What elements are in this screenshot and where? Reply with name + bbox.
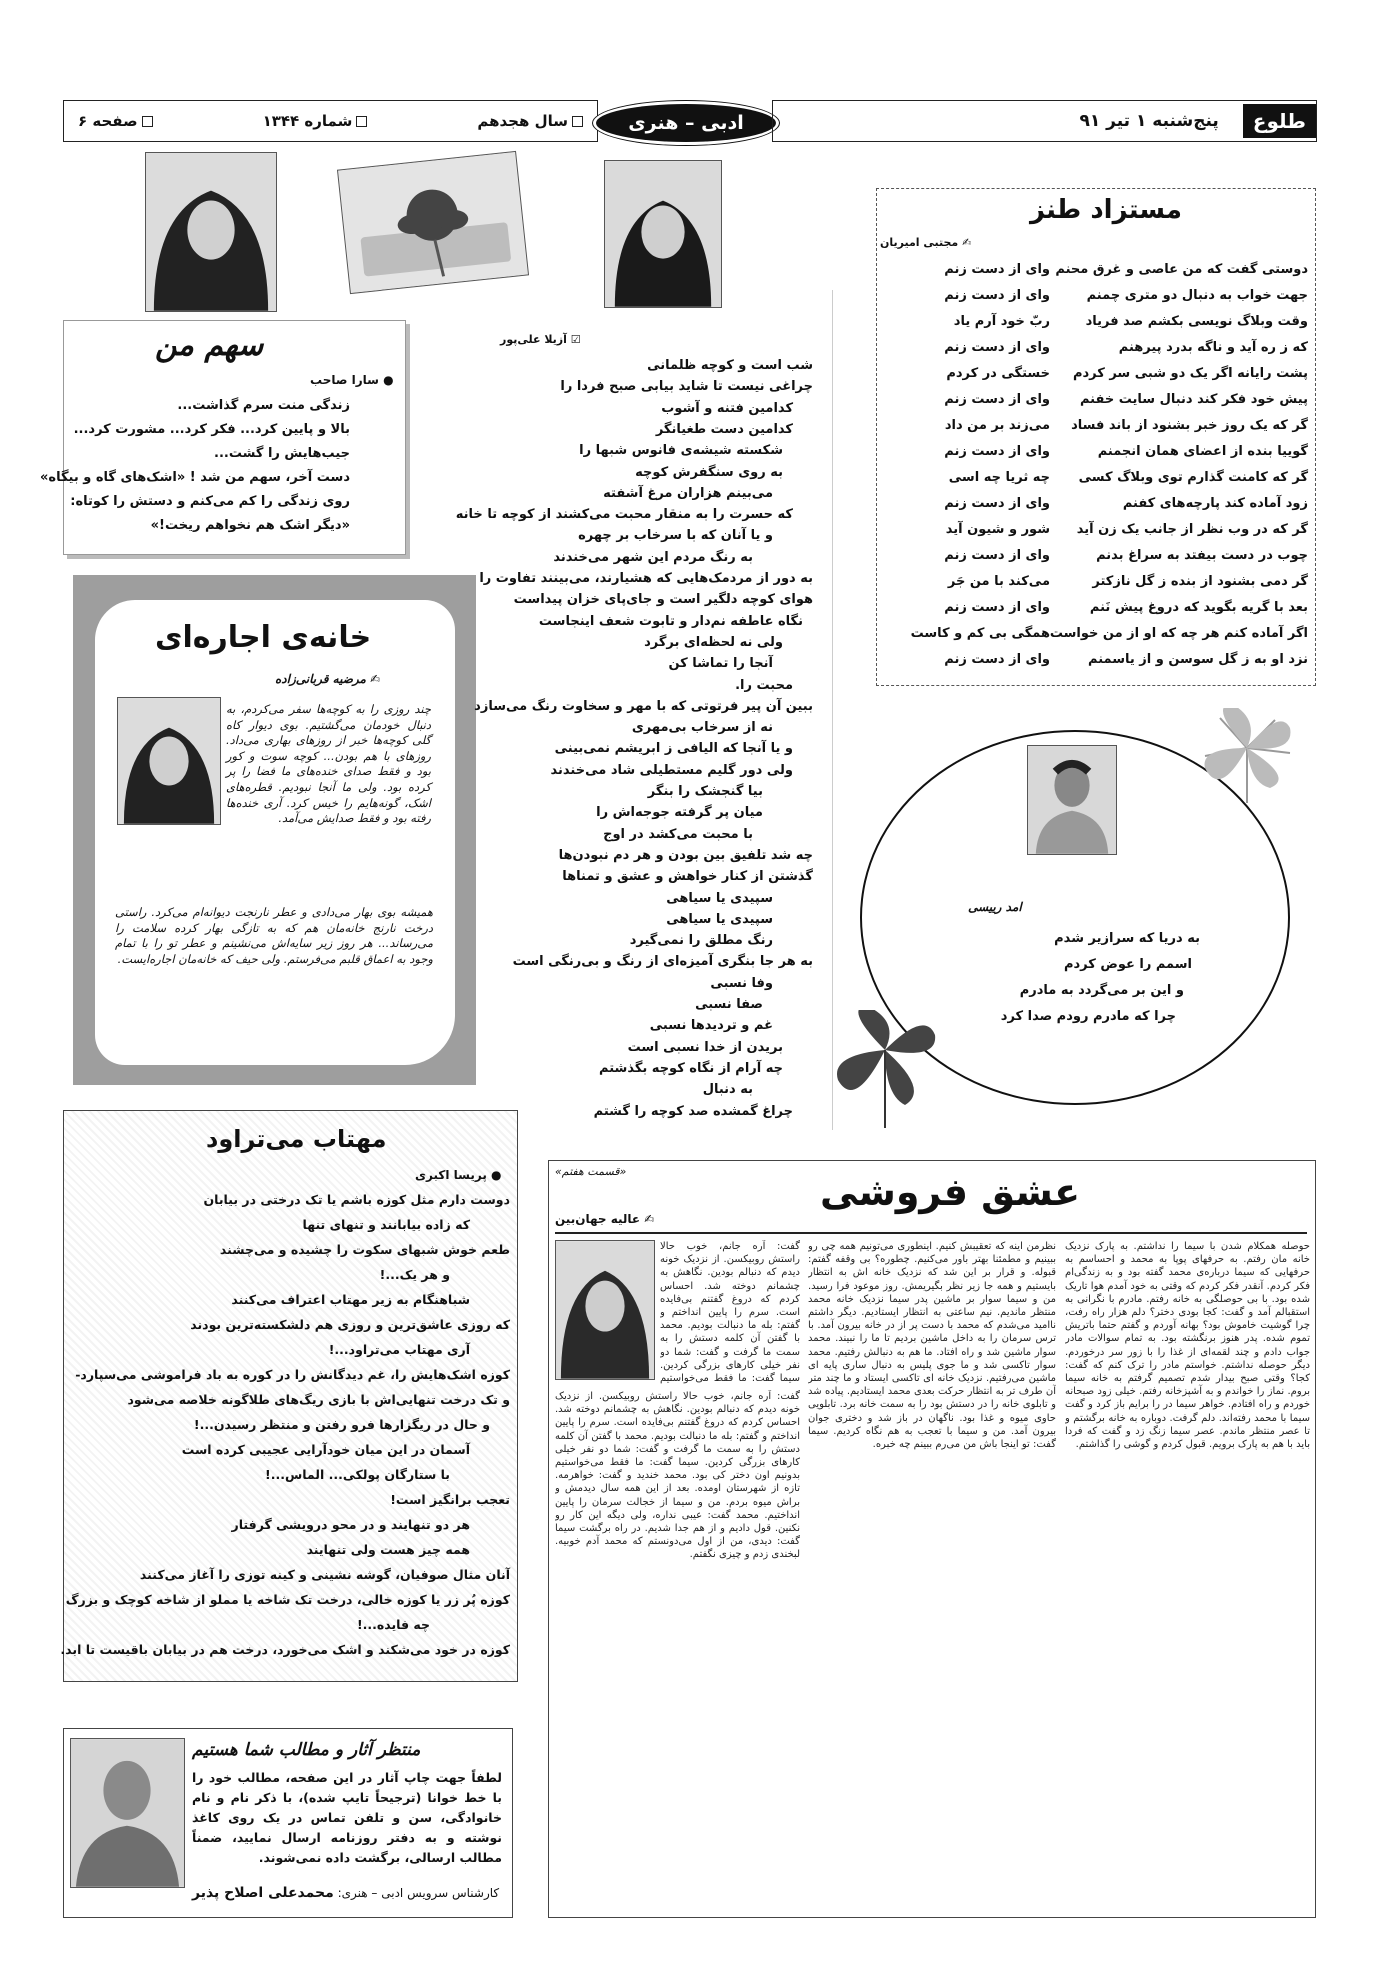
story-rule xyxy=(555,1232,1307,1234)
rose-image xyxy=(337,151,529,294)
center-poem-line: بیا گنجشک را بنگر xyxy=(647,784,763,799)
oval-line: و این بر می‌گردد به مادرم xyxy=(1019,983,1184,998)
satire-line-a: چوب در دست بیفتد به سراغ بدنم xyxy=(1096,548,1308,563)
mahtab-line: دوست دارم مثل کوزه باشم یا تک درختی در بیابان xyxy=(203,1192,510,1207)
sahm-line: زندگی منت سرم گذاشت... xyxy=(177,398,350,413)
bullet-icon: ● xyxy=(486,1168,502,1182)
portrait-icon xyxy=(1028,746,1116,854)
notice-sign-name: محمدعلی اصلاح پذیر xyxy=(192,1885,334,1901)
center-poem-line: شب است و کوچه ظلمانی xyxy=(647,358,813,373)
sahm-title: سهم من xyxy=(155,328,264,363)
sahm-line: دست آخر، سهم من شد ! «اشک‌های گاه و بیگاه» xyxy=(40,470,350,485)
poet-photo-center xyxy=(604,160,722,308)
satire-line-a: گوییا بنده از اعضای همان انجمنم xyxy=(1097,444,1308,459)
satire-line-a: گر که کامنت گذارم توی وبلاگ کسی xyxy=(1078,470,1308,485)
poet-photo-left xyxy=(145,152,277,312)
mahtab-line: که زاده بیابانند و تنهای تنها xyxy=(302,1217,470,1232)
leaf-icon xyxy=(1200,708,1295,808)
portrait-icon xyxy=(605,161,721,307)
rental-photo xyxy=(117,697,221,825)
center-poem-line: نگاه عاطفه نم‌دار و تابوت شعف اینجاست xyxy=(538,613,803,629)
satire-line-b: وای از دست زنم xyxy=(944,392,1050,407)
story-col3-top-text: گفت: آره جانم، خوب حالا راستش روبیکسن. از نزدیک خونه دیدم که دنبالم بودین. نگاهش به چشمانم دوخته شد. احساس کردم که دروغ گفتنم بی‌فایده است. سرم را پایین انداختم و گفتم: بله ما دنبالت بودیم. محمد با گفتن آن کلمه دستش را به سمت ما گرفت و گفت: شما دو نفر خیلی کارهای بزرگی کردین. سیما گفت: ما فقط می‌خواستیم xyxy=(660,1241,800,1385)
rental-scroll xyxy=(95,600,455,1065)
mahtab-line: طعم خوش شبهای سکوت را چشیده و می‌چشند xyxy=(219,1242,510,1257)
mahtab-line: کوزه پُر زر یا کوزه خالی، درخت تک شاخه یا مملو از شاخه کوچک و بزرگ xyxy=(65,1592,510,1607)
bullet-icon: ● xyxy=(378,373,394,387)
mahtab-line: کوزه اشک‌هایش را، غم دیدگانش را در کوره به باد فراموشی می‌سپارد- xyxy=(75,1367,510,1382)
sahm-line: جیب‌هایش را گشت... xyxy=(214,446,350,461)
oval-line: چرا که مادرم رودم صدا کرد xyxy=(1000,1009,1176,1024)
sahm-line: «دیگر اشک هم نخواهم ریخت!» xyxy=(150,518,350,533)
center-poem-line: کدامین فتنه و آشوب xyxy=(661,400,793,416)
page-label: صفحه ۶ xyxy=(78,112,153,130)
center-poem-line: به هر جا بنگری آمیزه‌ای از رنگ و بی‌رنگی است xyxy=(512,954,813,970)
satire-author: ✍ مجتبی امیریان xyxy=(880,236,972,249)
story-column-3 xyxy=(555,1390,800,1908)
notice-text: لطفاً جهت چاپ آثار در این صفحه، مطالب خود را با خط خوانا (ترجیحاً تایپ شده)، با ذکر نام و نام خانوادگی، سن و تلفن تماس در یک روی کاغذ نوشته و به دفتر روزنامه ارسال نمایید، ضمناً مطالب ارسالی، برگشت داده نمی‌شوند. xyxy=(192,1770,502,1865)
satire-line-a: بعد با گریه بگوید که دروغ پیش نَنم xyxy=(1089,600,1308,615)
oval-name: امد رییسی xyxy=(968,900,1022,914)
satire-line-b: وای از دست زنم xyxy=(944,548,1050,563)
center-poem-author: ☑ آزیلا علی‌پور xyxy=(500,333,581,346)
center-poem-line: کدامین دست طغیانگر xyxy=(655,421,793,437)
mahtab-line: و هر یک...! xyxy=(379,1267,450,1282)
mahtab-line: کوزه در خود می‌شکند و اشک می‌خورد، درخت هم در بیابان باقیست تا ابد. xyxy=(60,1642,510,1657)
pen-icon: ✍ xyxy=(365,672,381,686)
satire-line-a: وقت وبلاگ نویسی بکشم صد فریاد xyxy=(1085,314,1308,329)
story-column-1 xyxy=(1065,1240,1310,1908)
satire-line-b: ربّ خود آرم یاد xyxy=(953,314,1050,329)
satire-line-a: که ز ره آید و ناگه بدرد پیرهنم xyxy=(1118,340,1308,355)
rental-title: خانه‌ی اجاره‌ای xyxy=(155,620,372,655)
story-part: «قسمت هفتم» xyxy=(555,1165,627,1178)
notice-sign-label: کارشناس سرویس ادبی – هنری: xyxy=(337,1886,500,1900)
satire-line-b: وای از دست زنم xyxy=(944,652,1050,667)
square-icon xyxy=(142,116,153,127)
satire-line-b: وای از دست زنم xyxy=(944,600,1050,615)
center-poem-line: شکسته شیشه‌ی فانوس شبها را xyxy=(579,443,783,459)
square-icon xyxy=(572,116,583,127)
satire-line-b: می‌کند با من جَر xyxy=(947,574,1050,589)
portrait-icon xyxy=(118,698,220,824)
mahtab-line: با ستارگان پولکی... الماس...! xyxy=(265,1467,450,1482)
story-column-3-top xyxy=(660,1240,800,1385)
pen-icon: ✍ xyxy=(958,236,972,249)
year-label: سال هجدهم xyxy=(477,112,583,130)
center-poem-line: چه آرام از نگاه کوچه بگذشتم xyxy=(599,1060,783,1076)
satire-line-a: پیش خود فکر کند دنبال سایت خفنم xyxy=(1079,392,1308,407)
notice-sign xyxy=(192,1885,499,1901)
mahtab-line: تعجب برانگیز است! xyxy=(390,1492,510,1507)
center-poem-line: وفا نسبی xyxy=(710,975,773,991)
center-poem-line: سپیدی یا سیاهی xyxy=(666,890,773,906)
mahtab-line: و تک درخت تنهایی‌اش با بازی ریگ‌های طلاگونه خلاصه می‌شود xyxy=(127,1392,510,1407)
mahtab-title: مهتاب می‌تراود xyxy=(206,1125,387,1153)
satire-line-a: جهت خواب به دنبال دو متری چمنم xyxy=(1086,288,1308,303)
satire-title: مستزاد طنز xyxy=(1030,195,1182,225)
story-author: ✍ عالیه جهان‌بین xyxy=(555,1212,655,1226)
satire-line-a: نزد او به ز گل سوسن و از یاسمنم xyxy=(1088,652,1308,667)
center-poem-line: بریدن از خدا نسبی است xyxy=(627,1039,783,1055)
issue-label: شماره ۱۳۴۴ xyxy=(263,112,368,130)
center-poem-line: و یا آنان که با سرخاب بر چهره xyxy=(578,528,773,544)
center-poem-line: ولی نه لحظه‌ای برگرد xyxy=(644,634,783,650)
masthead-left xyxy=(63,100,598,142)
satire-line-a: گر که در وب نظر از جانب یک زن آید xyxy=(1076,522,1308,537)
portrait-icon xyxy=(556,1241,654,1379)
center-poem-line: آنجا را تماشا کن xyxy=(668,656,773,672)
satire-line-b: همگی بی کم و کاست xyxy=(910,626,1050,641)
satire-line-b: وای از دست زنم xyxy=(944,262,1050,277)
square-icon xyxy=(356,116,367,127)
story-title: عشق فروشی xyxy=(820,1170,1081,1214)
leaf-icon xyxy=(830,1010,940,1130)
center-poem-line: به دنبال xyxy=(702,1082,753,1098)
checkbox-icon: ☑ xyxy=(566,333,581,346)
satire-line-b: چه ثریا چه اسی xyxy=(948,470,1050,485)
portrait-icon xyxy=(146,153,276,311)
center-poem-line: می‌بینم هزاران مرغ آشفته xyxy=(603,485,773,501)
story-column-2 xyxy=(808,1240,1056,1908)
rose-icon xyxy=(338,152,528,293)
satire-line-a: پشت رایانه اگر یک دو شبی سر کردم xyxy=(1072,366,1308,381)
satire-line-b: وای از دست زنم xyxy=(944,340,1050,355)
satire-line-a: دوستی گفت که من عاصی و غرق محنم xyxy=(1055,262,1308,277)
mahtab-line: و حال در ریگزارها فرو رفتن و منتظر رسیدن...! xyxy=(193,1417,490,1432)
center-poem-line: رنگ مطلق را نمی‌گیرد xyxy=(629,933,773,949)
story-col3-text: گفت: آره جانم، خوب حالا راستش روبیکسن. از نزدیک خونه دیدم که دنبالم بودین. نگاهش به چشمانم دوخته شد. احساس کردم که دروغ گفتنم بی‌فایده است. سرم را پایین انداختم و گفتم: بله ما دنبالت بودیم. محمد با گفتن آن کلمه دستش را به سمت ما گرفت و گفت: شما دو نفر خیلی کارهای بزرگی کردین. سیما گفت: ما فقط می‌خواستیم بدونیم اون دختر کی بود. محمد خندید و گفت: خواهرمه. تازه از شهرستان اومده. بعد از این همه سال دیدمش و براش میوه بردم. من و سیما از خجالت سرمان را پایین انداختیم. محمد گفت: عیبی نداره، ولی دیگه این کار رو نکنین. قول دادیم و از هم جدا شدیم. در راه برگشت سیما گفت: دیدی، من از اول می‌دونستم که محمد آدم خوبیه. لبخندی زدم و چیزی نگفتم. xyxy=(555,1391,800,1561)
satire-line-b: شور و شیون آید xyxy=(945,522,1050,537)
satire-line-b: وای از دست زنم xyxy=(944,496,1050,511)
oval-line: به دریا که سرازیر شدم xyxy=(1054,931,1200,946)
mahtab-line: آسمان در این میان خودآرایی عجیبی کرده است xyxy=(181,1442,470,1457)
center-poem-line: غم و تردیدها نسبی xyxy=(649,1018,773,1034)
center-poem-line: هوای کوچه دلگیر است و جای‌پای خزان پیداست xyxy=(513,592,813,608)
mahtab-line: همه چیز هست ولی تنهایند xyxy=(306,1542,470,1557)
mahtab-author: ● پریسا اکبری xyxy=(415,1168,502,1182)
center-poem-line: صفا نسبی xyxy=(695,997,763,1012)
satire-line-a: اگر آماده کنم هر چه که او از من خواست xyxy=(1049,626,1308,641)
satire-line-a: گر دمی بشنود از بنده ز گل نازکتر xyxy=(1092,574,1308,589)
satire-line-b: وای از دست زنم xyxy=(944,444,1050,459)
center-poem-line: ولی دور گلیم مستطیلی شاد می‌خندند xyxy=(550,762,793,778)
center-poem-line: به روی سنگفرش کوچه xyxy=(635,464,783,480)
section-title: ادبی – هنری xyxy=(628,112,744,134)
pen-icon: ✍ xyxy=(640,1212,655,1226)
mahtab-line: هر دو تنهایند و در محو درویشی گرفتار xyxy=(231,1517,470,1532)
center-poem-line: و یا آنجا که الیافی ز ابریشم نمی‌بینی xyxy=(554,741,793,757)
center-poem-line: ببین آن پیر فرتوتی که با مهر و سخاوت رنگ می‌سازد xyxy=(474,698,813,714)
mahtab-line: که روزی عاشق‌ترین و روزی هم دلشکسته‌ترین بودند xyxy=(190,1317,510,1332)
oval-photo xyxy=(1027,745,1117,855)
satire-line-b: می‌زند بر من داد xyxy=(944,418,1050,433)
story-photo xyxy=(555,1240,655,1380)
rental-paragraph-2: همیشه بوی بهار می‌دادی و عطر نارنجت دیوانه‌ام می‌کرد. راستی درخت نارنج خانه‌مان هم که به تازگی بهار کرده سلامت را می‌رساند... هر روز زیر سایه‌اش می‌نشینم و عطر تو را با تمام وجود به اعماق قلبم می‌فرستم. ولی حیف که خانه‌مان اجاره‌ایست. xyxy=(115,905,433,966)
date-label: پنج‌شنبه ۱ تیر ۹۱ xyxy=(1079,111,1219,131)
notice-title: منتظر آثار و مطالب شما هستیم xyxy=(192,1740,421,1760)
center-divider xyxy=(832,290,833,1130)
story-col1-text: حوصله همکلام شدن با سیما را نداشتم. به پارک نزدیک خانه مان رفتم. به حرفهای پوپا به محمد و احساسم به حرفهایی که سیما درباره‌ی محمد گفته بود و به زندگی‌ام فکر کردم. آنقدر فکر کردم که وقتی به خود آمدم هوا تاریک شده بود. با بی حوصلگی به خانه رفتم. مادرم با نگرانی به استقبالم آمد و گفت: کجا بودی دختر؟ دلم هزار راه رفت، چرا گوشیت خاموش بود؟ بهانه آوردم و گفتم حتما باتریش تموم شده. پدر هنوز برنگشته بود. به تمام سوالات مادر جواب دادم و چند لقمه‌ای از غذا را با زور سر درخوردم. دیگر حوصله نداشتم. خواستم مادر را ترک کنم که گفت: کجا؟ وقتی صبح بیدار شدم تصمیم گرفتم به خانه سیما بروم. نماز را خواندم و به آشپزخانه رفتم. خیلی زود صبحانه خوردم و راه افتادم. خواهر سیما در را برایم باز کرد و گفت سیما با محمد رفته‌اند. دلم گرفت. دوباره به خانه برگشتم و تا عصر منتظر ماندم. عصر سیما زنگ زد و گفت که فردا باید با هم به پارک برویم. قبول کردم و گوشی را گذاشتم. xyxy=(1065,1241,1310,1451)
satire-line-a: گر که یک روز خبر بشنود از باند فساد xyxy=(1071,418,1308,433)
sahm-author: ● سارا صاحب xyxy=(310,373,394,387)
oval-line: اسمم را عوض کردم xyxy=(1063,957,1192,972)
sahm-line: روی زندگی را کم می‌کنم و دستش را کوتاه: xyxy=(70,494,350,509)
center-poem-line: سپیدی یا سیاهی xyxy=(666,911,773,927)
center-poem-line: چه شد تلفیق بین بودن و هر دم نبودن‌ها xyxy=(558,847,813,863)
center-poem-line: محبت را. xyxy=(735,677,793,693)
sahm-line: بالا و پایین کرد... فکر کرد... مشورت کرد... xyxy=(73,422,350,437)
masthead-right xyxy=(772,100,1317,142)
mahtab-line: چه فایده...! xyxy=(356,1617,430,1632)
editor-photo xyxy=(70,1738,185,1888)
center-poem-line: نه از سرخاب بی‌مهری xyxy=(631,720,773,736)
section-badge xyxy=(596,104,776,142)
center-poem-line: با محبت می‌کشد در اوج xyxy=(603,826,753,842)
logo: طلوع xyxy=(1243,104,1316,138)
satire-line-b: خستگی در کردم xyxy=(946,366,1050,381)
satire-line-b: وای از دست زنم xyxy=(944,288,1050,303)
mahtab-line: آری مهتاب می‌تراود...! xyxy=(328,1342,470,1357)
center-poem-line: به رنگ مردم این شهر می‌خندند xyxy=(553,549,753,565)
portrait-icon xyxy=(71,1739,184,1887)
satire-line-a: زود آماده کند پارچه‌های کفنم xyxy=(1122,496,1308,511)
rental-author: ✍ مرضیه قربانی‌زاده xyxy=(275,672,381,686)
mahtab-line: آنان مثال صوفیان، گوشه نشینی و کینه توزی را آغاز می‌کنند xyxy=(139,1567,510,1582)
center-poem-line: چراغ گمشده صد کوچه را گشتم xyxy=(593,1103,793,1119)
center-poem-line: به دور از مردمک‌هایی که هشیارند، می‌بینند تفاوت را xyxy=(479,571,813,586)
center-poem-line: میان پر گرفته جوجه‌اش را xyxy=(596,805,763,821)
center-poem-line: گذشتن از کنار خواهش و عشق و تمناها xyxy=(562,869,813,885)
center-poem-line: چراغی نیست تا شاید بیابی صبح فردا را xyxy=(560,379,813,395)
story-col2-text: نظرمن اینه که تعقیبش کنیم. اینطوری می‌تونیم همه چی رو ببینیم و مطمئنا بهتر باور می‌کنیم. چطوره؟ بی وقفه گفتم: قبوله. و قرار بر این شد که نزدیک خانه اش به انتظار بایستیم و همه جا زیر نظر بگیریمش. روز موعود فرا رسید. من و سیما سوار بر ماشین پدر سیما نزدیک خانه محمد منتظر ماندیم. نیم ساعتی به انتظار ایستادیم. دیگر داشتم ناامید می‌شدم که محمد با دست پر از در خانه بیرون آمد. با ترس سرمان را به داخل ماشین بردیم تا ما را نبیند. محمد سوار ماشین شد و راه افتاد. ما هم به دنبالش رفتیم. محمد سوار تاکسی شد و ما جوی پلیس به دنبال ساری پایه ای ماشین می‌رفتیم. نزدیک خانه ای تاکسی ایستاد و ما چند متر آن طرف تر به انتظار حرکت بعدی محمد ایستادیم. پیاده شد و تابلوی خانه را در دستش بود را به سمت خانه برد. تابلویی حاوی میوه و غذا بود. ناگهان در باز شد و دختری جوان بیرون آمد. من و سیما با تعجب به هم نگاه کردیم. سیما گفت: تو اینجا باش من می‌رم ببینم چه خبره. xyxy=(808,1241,1056,1451)
rental-paragraph-1: چند روزی را به کوچه‌ها سفر می‌کردم، به دنبال خودمان می‌گشتیم. بوی دیوار کاه گلی کوچه‌ها خبر از روزهای بهاری می‌داد. روزهای با هم بودن... کوچه سوت و کور بود و فقط صدای خنده‌های ما فضا را پر کرده بود. ولی ما آنجا نبودیم. قطره‌های اشک، گونه‌هایم را خیس کرد. آری خنده‌ها رفته بود و فقط صدایش می‌آمد. xyxy=(226,702,431,826)
mahtab-line: شباهنگام به زیر مهتاب اعتراف می‌کنند xyxy=(231,1292,470,1307)
center-poem-line: که حسرت را به منقار محبت می‌کشند از کوچه تا خانه xyxy=(455,507,793,523)
